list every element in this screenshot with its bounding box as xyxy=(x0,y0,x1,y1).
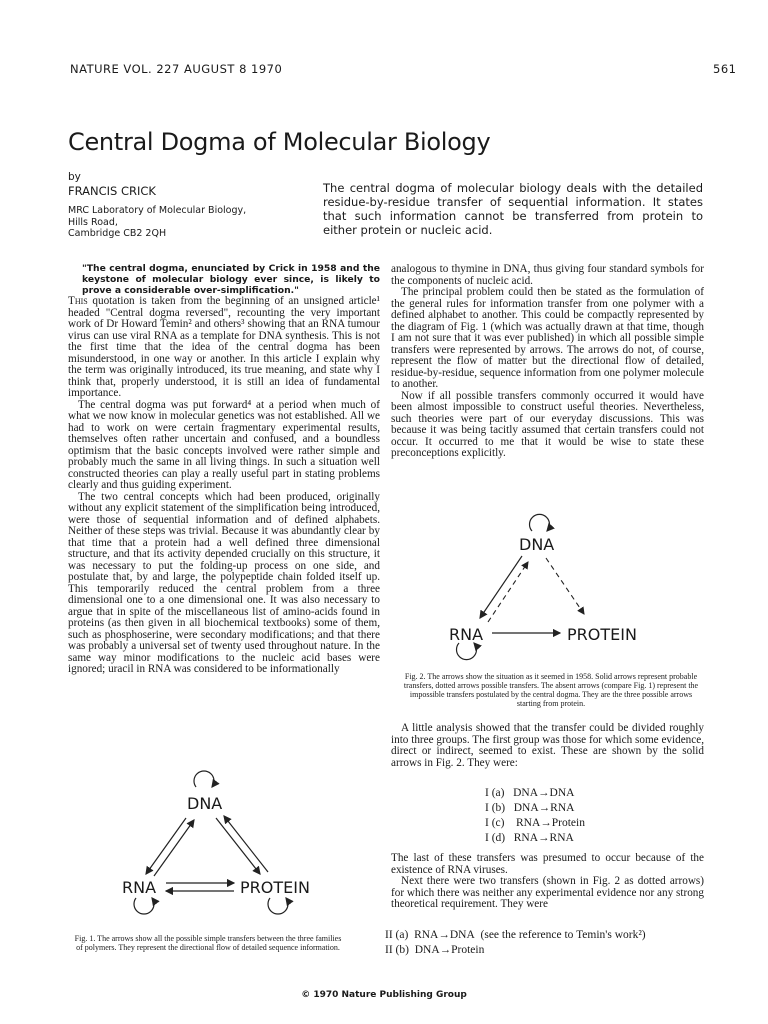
item-transfer: DNA→Protein xyxy=(414,944,485,956)
fig2-rna-label: RNA xyxy=(449,625,484,644)
dna-self-arrow xyxy=(194,771,214,787)
body-paragraph: Next there were two transfers (shown in Fig. 2 as dotted arrows) for which there was neither any experimental evidence nor any strong theoretical requirement. They were xyxy=(391,875,704,910)
item-transfer: RNA→RNA xyxy=(513,832,574,844)
fig2-rna-self-arrow xyxy=(457,643,477,660)
fig1-rna-label: RNA xyxy=(122,878,157,897)
fig1-dna-label: DNA xyxy=(187,794,223,813)
item-transfer: RNA→Protein xyxy=(515,817,585,829)
list-item xyxy=(385,928,646,943)
item-label: I (d) xyxy=(485,832,506,844)
fig2-dna-self-arrow xyxy=(530,514,550,531)
copyright-footer: © 1970 Nature Publishing Group xyxy=(301,990,467,1000)
body-paragraph xyxy=(68,296,380,400)
rna-to-dna-arrow xyxy=(154,820,194,876)
item-transfer: DNA→DNA xyxy=(513,787,575,799)
group-two-transfer-list xyxy=(385,928,646,958)
dna-to-protein-arrow xyxy=(216,818,260,874)
item-label: II (b) xyxy=(385,944,409,956)
list-item xyxy=(485,831,585,846)
author-name: FRANCIS CRICK xyxy=(68,184,156,198)
body-column-right-continued xyxy=(391,723,704,769)
body-paragraph: The central dogma was put forward⁴ at a period when much of what we now know in molecular genetics was not established. All we had to work on were certain fragmentary experimental results, themselves often rather uncertain and confused, and a boundless optimism that the basic concepts involved were rather simple and probably much the same in all living things. In such a situation well constructed theories can play a really useful part in stating problems clearly and thus guiding experiment. xyxy=(68,398,380,491)
list-item xyxy=(485,816,585,831)
body-paragraph: The last of these transfers was presumed to occur because of the existence of RNA viruses. xyxy=(391,852,704,876)
fig2-rna-to-dna-arrow xyxy=(488,562,528,622)
item-transfer: DNA→RNA xyxy=(513,802,575,814)
affiliation-line: Hills Road, xyxy=(68,216,118,228)
fig2-protein-label: PROTEIN xyxy=(567,625,637,644)
affiliation-line: MRC Laboratory of Molecular Biology, xyxy=(68,205,247,216)
item-transfer: RNA→DNA xyxy=(414,929,475,941)
list-item xyxy=(485,801,585,816)
fig2-dna-label: DNA xyxy=(519,535,555,554)
body-column-left xyxy=(68,296,380,676)
item-label: II (a) xyxy=(385,929,409,941)
epigraph-quote: "The central dogma, enunciated by Crick in 1958 and the keystone of molecular biology ever since, is likely to prove a considerable over-simplification." xyxy=(82,263,380,296)
rna-self-arrow xyxy=(134,898,154,914)
group-one-transfer-list xyxy=(485,786,585,846)
item-label: I (b) xyxy=(485,802,506,814)
body-paragraph: A little analysis showed that the transfer could be divided roughly into three groups. The first group was those for which some evidence, direct or indirect, seemed to exist. These are shown by the solid arrows in Fig. 2. They were: xyxy=(391,722,704,769)
author-affiliation xyxy=(68,205,246,240)
list-item xyxy=(385,943,646,958)
item-label: I (c) xyxy=(485,817,505,829)
body-paragraph: analogous to thymine in DNA, thus giving four standard symbols for the components of nucleic acid. xyxy=(391,263,704,287)
fig1-protein-label: PROTEIN xyxy=(240,878,310,897)
affiliation-line: Cambridge CB2 2QH xyxy=(68,228,167,239)
page-number: 561 xyxy=(713,62,737,76)
figure-2-caption: Fig. 2. The arrows show the situation as it seemed in 1958. Solid arrows represent probable transfers, dotted arrows possible transfers. The absent arrows (compare Fig. 1) represent the impossible transfers postulated by the central dogma. They are the three possible arrows starting from protein. xyxy=(403,672,699,708)
byline: by xyxy=(68,171,81,183)
body-column-right xyxy=(391,264,704,460)
item-label: I (a) xyxy=(485,787,505,799)
dna-to-rna-arrow xyxy=(146,818,186,874)
paragraph-text: quotation is taken from the beginning of an unsigned article¹ headed "Central dogma reversed", recounting the very important work of Dr Howard Temin² and others³ showing that an RNA tumour virus can use viral RNA as a template for DNA synthesis. This is not the first time that the idea of the central dogma has been misunderstood, in one way or another. In this article I explain why the term was originally introduced, its true meaning, and state why I think that, properly understood, it is still an idea of fundamental importance. xyxy=(68,295,380,399)
item-note: (see the reference to Temin's work²) xyxy=(480,929,646,941)
body-column-right-tail xyxy=(391,853,704,911)
protein-self-arrow xyxy=(268,898,288,914)
figure-1-caption: Fig. 1. The arrows show all the possible simple transfers between the three families of polymers. They represent the directional flow of detailed sequence information. xyxy=(74,934,342,952)
fig2-dna-to-rna-arrow xyxy=(480,556,522,618)
body-paragraph: Now if all possible transfers commonly occurred it would have been almost impossible to construct useful theories. Nevertheless, such theories were part of our everyday discussions. This was because it was being tacitly assumed that certain transfers could not occur. It occurred to me that it would be wise to state these preconceptions explicitly. xyxy=(391,389,704,459)
list-item xyxy=(485,786,585,801)
abstract: The central dogma of molecular biology deals with the detailed residue-by-residue transfer of sequential information. It states that such information cannot be transferred from protein to either protein or nucleic acid. xyxy=(323,181,703,237)
body-paragraph: The principal problem could then be stated as the formulation of the general rules for information transfer from one polymer with a defined alphabet to another. This could be compactly represented by the diagram of Fig. 1 (which was actually drawn at that time, though I am not sure that it was ever published) in which all possible simple transfers were represented by arrows. The arrows do not, of course, represent the flow of matter but the directional flow of detailed, residue-by-residue, sequence information from one polymer molecule to another. xyxy=(391,286,704,390)
lead-word: This xyxy=(68,295,88,307)
protein-to-dna-arrow xyxy=(224,816,268,872)
body-paragraph: The two central concepts which had been produced, originally without any explicit statement of the simplification being introduced, were those of sequential information and of defined alphabets. Neither of these steps was trivial. Because it was abundantly clear by that time that a protein had a well defined three dimensional structure, and that its activity depended crucially on this structure, it was necessary to put the folding-up process on one side, and postulate that, by and large, the polypeptide chain folded itself up. This temporarily reduced the central problem from a three dimensional one to a one dimensional one. It was also necessary to argue that in spite of the miscellaneous list of amino-acids found in proteins (as then given in all biochemical textbooks) some of them, such as phosphoserine, were secondary modifications; and that there was probably a universal set of twenty used throughout nature. In the same way minor modifications to the nucleic acid bases were ignored; uracil in RNA was considered to be informationally xyxy=(68,490,380,675)
fig2-dna-to-protein-arrow xyxy=(546,558,584,614)
journal-issue-line: NATURE VOL. 227 AUGUST 8 1970 xyxy=(70,62,283,76)
article-title: Central Dogma of Molecular Biology xyxy=(68,128,491,156)
